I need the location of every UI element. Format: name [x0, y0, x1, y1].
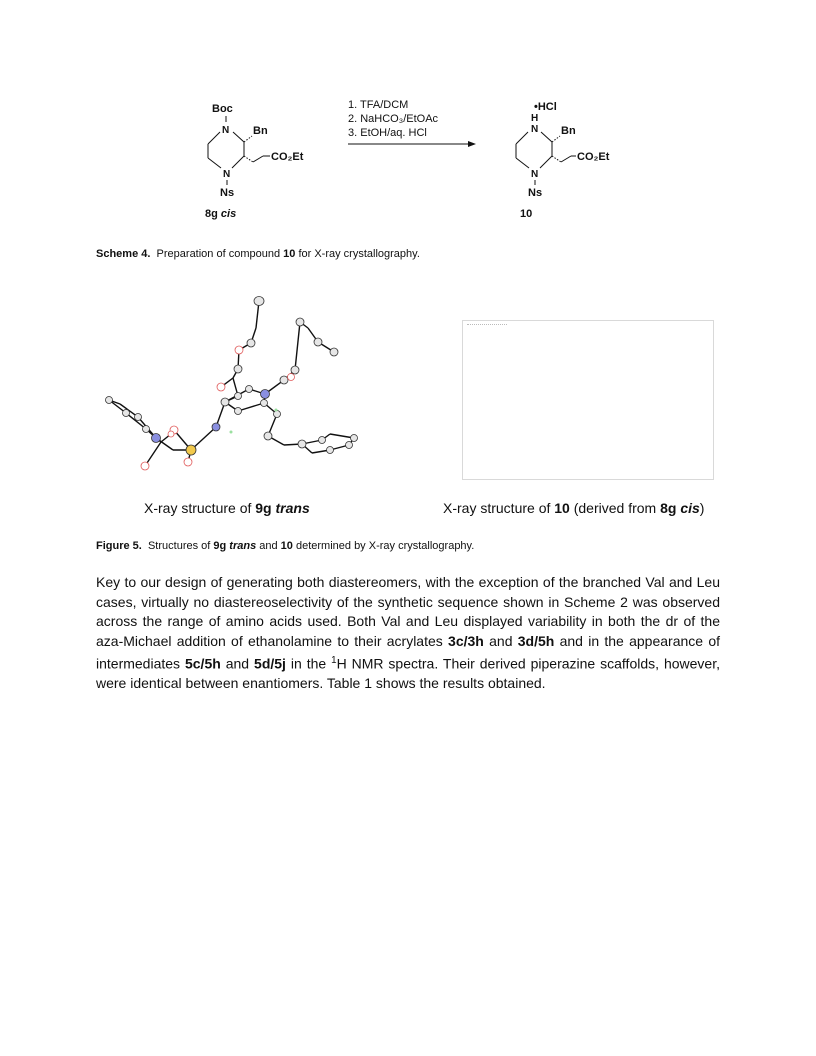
product-bn-label: Bn — [561, 125, 576, 137]
product-ester-label: CO₂Et — [577, 151, 610, 163]
reactant-bn-label: Bn — [253, 125, 268, 137]
reactant-ns-label: Ns — [220, 187, 235, 199]
step-2: 2. NaHCO₃/EtOAc — [348, 113, 439, 125]
placeholder-marker — [467, 324, 507, 325]
reactant-boc-label: Boc — [212, 103, 233, 115]
product-10-structure — [516, 101, 610, 220]
step-3: 3. EtOH/aq. HCl — [348, 127, 427, 139]
reactant-ester-label: CO₂Et — [271, 151, 304, 163]
scheme-4-reaction — [180, 92, 640, 227]
reactant-compound-label: 8g cis — [205, 208, 237, 220]
product-n-bottom: N — [531, 169, 539, 180]
body-paragraph: Key to our design of generating both diastereomers, with the exception of the branched Val and Leu cases, virtually no diastereoselectivity of the synthetic sequence shown in Scheme 2 was observed across the range of amino acids used. Both Val and Leu displayed variability in both the dr of the aza-Michael addition of ethanolamine to their acrylates 3c/3h and 3d/5h and in the appearance of intermediates 5c/5h and 5d/5j in the $^1$H NMR spectra. Their derived piperazine scaffolds, however, were identical between enantiomers. Table 1 shows the results obtained. — [96, 574, 720, 692]
reaction-conditions — [348, 99, 476, 147]
product-h-label: H — [531, 113, 539, 124]
product-ns-label: Ns — [528, 187, 543, 199]
product-hcl-label: •HCl — [534, 101, 557, 113]
figure-5-caption: Figure 5. Structures of 9g trans and 10 determined by X-ray crystallography. — [96, 540, 475, 552]
xray-left-label: X-ray structure of 9g trans — [144, 500, 310, 516]
reactant-n-top: N — [222, 125, 230, 136]
product-n-top: N — [531, 124, 539, 135]
reactant-8g-structure — [205, 103, 304, 220]
reactant-n-bottom: N — [223, 169, 231, 180]
product-compound-label: 10 — [520, 208, 533, 220]
xray-right-label: X-ray structure of 10 (derived from 8g cis) — [443, 500, 705, 516]
xray-structure-9g-trans — [98, 290, 373, 475]
step-1: 1. TFA/DCM — [348, 99, 409, 111]
scheme-4-caption: Scheme 4. Preparation of compound 10 for X-ray crystallography. — [96, 248, 420, 260]
xray-structure-10-placeholder — [462, 320, 714, 480]
